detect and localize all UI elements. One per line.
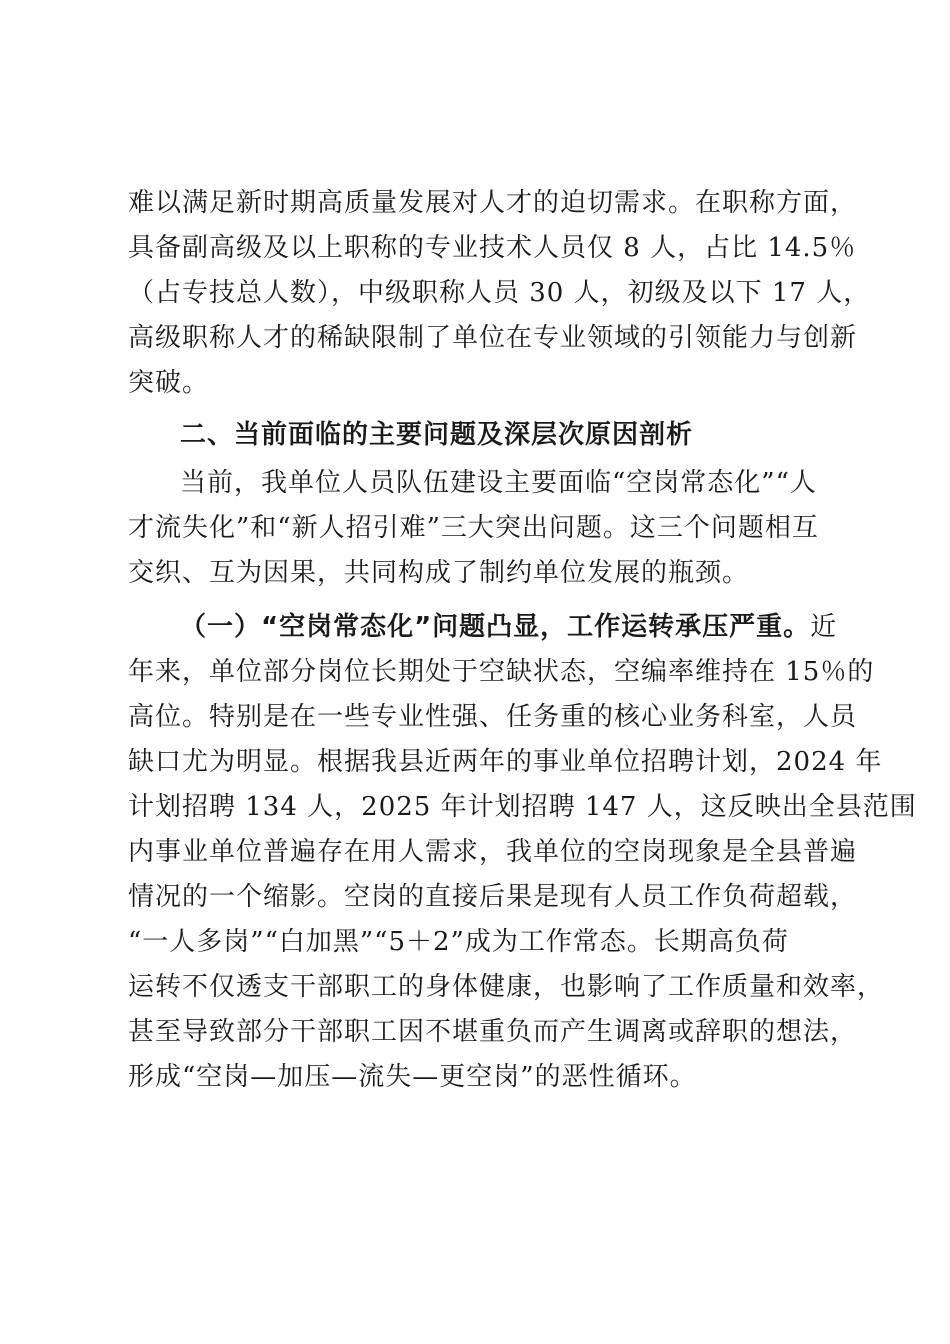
paragraph-line: 交织、互为因果，共同构成了制约单位发展的瓶颈。 bbox=[128, 558, 750, 588]
section-heading: 二、当前面临的主要问题及深层次原因剖析 bbox=[180, 420, 694, 450]
paragraph-line: 计划招聘 134 人，2025 年计划招聘 147 人，这反映出全县范围 bbox=[128, 792, 917, 822]
paragraph-line: 甚至导致部分干部职工因不堪重负而产生调离或辞职的想法， bbox=[128, 1017, 858, 1047]
paragraph-line: 具备副高级及以上职称的专业技术人员仅 8 人，占比 14.5％ bbox=[128, 233, 857, 263]
paragraph-line: 高位。特别是在一些专业性强、任务重的核心业务科室，人员 bbox=[128, 702, 858, 732]
paragraph-line: 难以满足新时期高质量发展对人才的迫切需求。在职称方面， bbox=[128, 188, 858, 218]
subsection-lead-text: 近 bbox=[810, 612, 838, 642]
subsection-lead-line bbox=[180, 607, 838, 647]
paragraph-line: 运转不仅透支干部职工的身体健康，也影响了工作质量和效率， bbox=[128, 972, 885, 1002]
paragraph-line: 高级职称人才的稀缺限制了单位在专业领域的引领能力与创新 bbox=[128, 323, 858, 353]
subsection-heading: （一）“空岗常态化”问题凸显，工作运转承压严重。 bbox=[180, 612, 811, 642]
paragraph-line: 当前，我单位人员队伍建设主要面临“空岗常态化”“人 bbox=[180, 468, 817, 498]
paragraph-line: 形成“空岗—加压—流失—更空岗”的恶性循环。 bbox=[128, 1062, 697, 1092]
paragraph-line: 年来，单位部分岗位长期处于空缺状态，空编率维持在 15％的 bbox=[128, 657, 875, 687]
paragraph-line: 内事业单位普遍存在用人需求，我单位的空岗现象是全县普遍 bbox=[128, 837, 858, 867]
paragraph-line: 突破。 bbox=[128, 368, 210, 398]
paragraph-line: 情况的一个缩影。空岗的直接后果是现有人员工作负荷超载， bbox=[128, 882, 858, 912]
paragraph-line: “一人多岗”“白加黑”“5＋2”成为工作常态。长期高负荷 bbox=[128, 927, 789, 957]
paragraph-line: 才流失化”和“新人招引难”三大突出问题。这三个问题相互 bbox=[128, 513, 819, 543]
paragraph-line: 缺口尤为明显。根据我县近两年的事业单位招聘计划，2024 年 bbox=[128, 747, 883, 777]
paragraph-line: （占专技总人数），中级职称人员 30 人，初级及以下 17 人， bbox=[128, 278, 871, 308]
